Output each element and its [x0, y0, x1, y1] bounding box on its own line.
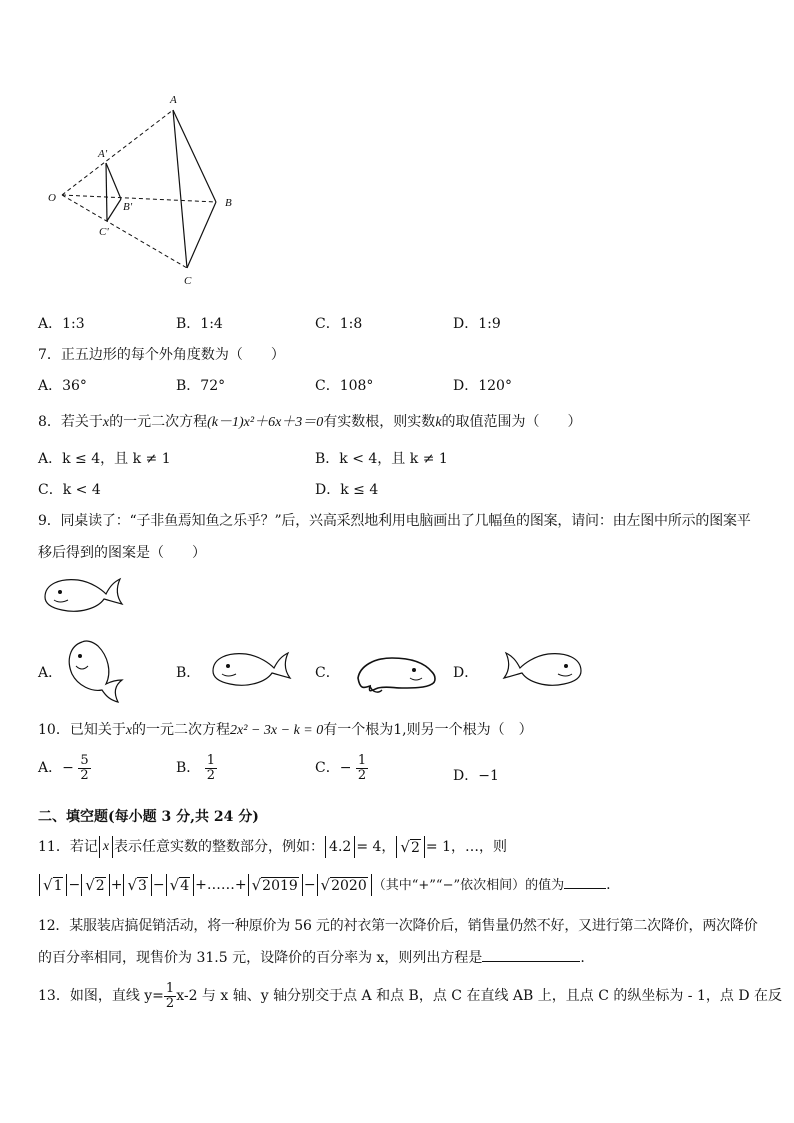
- q11-term1: √1: [39, 874, 67, 896]
- q10-option-c-fraction: $\frac{1}{2}$: [357, 753, 367, 783]
- q11-example1: 4.2: [325, 836, 355, 858]
- q10-mid: 的一元二次方程: [132, 722, 231, 738]
- q11-term5: √2019: [248, 874, 303, 896]
- q6-option-a: A．1:3: [38, 316, 85, 332]
- q8-num: 8．若关于: [38, 414, 103, 430]
- q8-option-d: D．k ≤ 4: [315, 482, 379, 498]
- q8-equation: (k－1)x²＋6x＋3＝0: [207, 415, 324, 430]
- section-2-heading: 二、填空题(每小题 3 分,共 24 分): [38, 809, 259, 825]
- q7-option-d: D．120°: [453, 378, 512, 394]
- q11-example2: √2: [396, 836, 424, 858]
- q10-option-b-label: B．: [176, 760, 201, 777]
- q10-option-c-sign: −: [339, 760, 352, 777]
- q6-option-d: D．1:9: [453, 316, 501, 332]
- q11-term6: √2020: [317, 874, 372, 896]
- label-a-prime: A': [98, 148, 108, 160]
- similar-triangles-figure: [40, 85, 250, 290]
- q6-option-b: B．1:4: [176, 316, 223, 332]
- q7-option-c: C．108°: [315, 378, 374, 394]
- q10-option-d-label: D．: [453, 768, 479, 784]
- fish-option-d-image: [498, 646, 586, 694]
- q7-stem: 7．正五边形的每个外角度数为（ ）: [38, 347, 285, 363]
- label-b-prime: B': [123, 201, 133, 213]
- q10-equation: 2x² − 3x − k = 0: [230, 723, 324, 738]
- q12-line2: 的百分率相同，现售价为 31.5 元，设降价的百分率为 x，则列出方程是 .: [38, 947, 585, 967]
- q6-option-c: C．1:8: [315, 316, 363, 332]
- q10-option-a-sign: −: [62, 760, 74, 777]
- q13-fraction: $\frac{1}{2}$: [165, 981, 175, 1011]
- q9-option-b-label: B．: [176, 665, 201, 681]
- q9-option-c-label: C．: [315, 665, 340, 681]
- q10-option-d: [453, 765, 499, 785]
- fish-option-a-image: [62, 636, 134, 704]
- q8-tail1: 有实数根，则实数: [323, 414, 436, 430]
- q8-mid: 的一元二次方程: [109, 414, 208, 430]
- q10-var-x: x: [125, 723, 133, 738]
- label-c-prime: C': [99, 226, 109, 238]
- q8-var-x: x: [102, 415, 110, 430]
- q9-option-a-label: A．: [38, 665, 63, 681]
- q9-line1: 9．同桌读了：“子非鱼焉知鱼之乐乎？”后，兴高采烈地利用电脑画出了几幅鱼的图案，请问：由左图中所示的图案平: [38, 513, 751, 529]
- label-b: B: [225, 197, 232, 209]
- q7-option-a: A．36°: [38, 378, 87, 394]
- q10-tail: 有一个根为1,则另一个根为（ ）: [323, 722, 533, 738]
- q11-term4: √4: [166, 874, 194, 896]
- q8-option-a: A．k ≤ 4，且 k ≠ 1: [38, 451, 171, 467]
- q11-floor-x: x: [99, 836, 113, 858]
- q9-option-d-label: D．: [453, 665, 479, 681]
- q8-option-b: B．k < 4，且 k ≠ 1: [315, 451, 448, 467]
- fish-option-c-image: [352, 648, 440, 696]
- q12-line1: 12．某服装店搞促销活动，将一种原价为 56 元的衬衣第一次降价后，销售量仍然不好，又进行第二次降价，两次降价: [38, 918, 758, 934]
- fish-reference-image: [40, 572, 125, 617]
- q11-answer-blank: [564, 874, 606, 889]
- label-c: C: [184, 275, 192, 287]
- q11-line2: √1 − √2 + √3 − √4 +……+ √2019 − √2020 （其中“+”“−”依次相间）的值为 .: [38, 874, 611, 896]
- q10-option-b-fraction: $\frac{1}{2}$: [206, 753, 216, 783]
- q10-option-d-value: −1: [478, 768, 499, 784]
- q12-answer-blank: [482, 947, 580, 962]
- q10-option-a-fraction: $\frac{5}{2}$: [80, 753, 89, 783]
- q8-tail2: 的取值范围为（ ）: [441, 414, 582, 430]
- q11-term2: √2: [81, 874, 109, 896]
- q7-option-b: B．72°: [176, 378, 226, 394]
- q10-option-b: [176, 754, 217, 782]
- q10-option-a-label: A．: [38, 760, 63, 777]
- q11-line1: 11．若记 x 表示任意实数的整数部分，例如： 4.2 = 4， √2 = 1，…，则: [38, 838, 507, 856]
- q10-option-c: [315, 754, 368, 782]
- q13-line1: 13．如图，直线 y= $\frac{1}{2}$ x-2 与 x 轴、y 轴分别交于点 A 和点 B，点 C 在直线 AB 上，且点 C 的纵坐标为 - 1，点 D 在反: [38, 981, 783, 1011]
- q11-term3: √3: [123, 874, 151, 896]
- q10-option-c-label: C．: [315, 760, 340, 777]
- q9-line2: 移后得到的图案是（ ）: [38, 545, 206, 561]
- label-o: O: [48, 192, 56, 204]
- q10-option-a: [38, 754, 91, 782]
- q8-var-k: k: [435, 415, 442, 430]
- q10-stem: [38, 719, 533, 739]
- label-a: A: [170, 94, 177, 106]
- q10-num: 10．已知关于: [38, 722, 126, 738]
- q8-option-c: C．k < 4: [38, 482, 101, 498]
- fish-option-b-image: [208, 646, 293, 691]
- q8-stem: [38, 411, 582, 431]
